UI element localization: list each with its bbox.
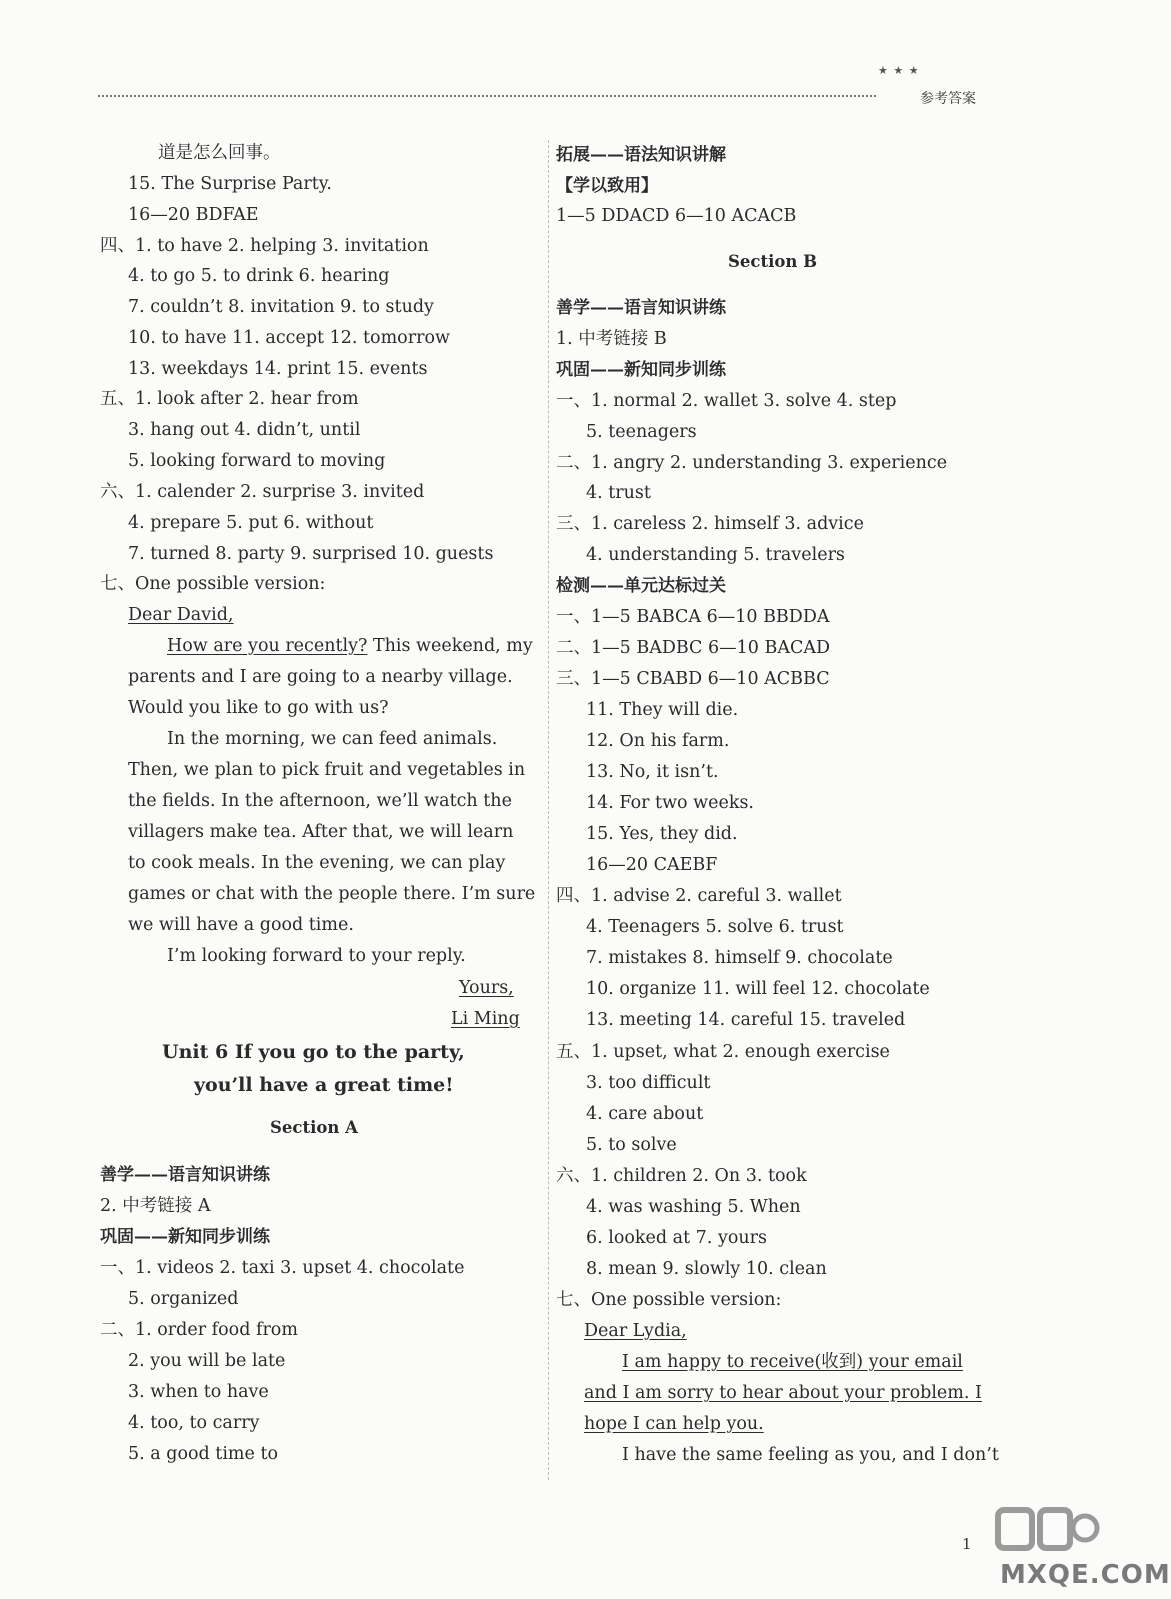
right-line: 七、One possible version: [556,1290,782,1310]
right-line: 4. understanding 5. travelers [586,545,845,565]
right-line: 3. too difficult [586,1073,711,1093]
right-line: 二、1. angry 2. understanding 3. experience [556,453,948,473]
right-line: 五、1. upset, what 2. enough exercise [556,1042,890,1062]
letter-line: to cook meals. In the evening, we can play [128,853,506,873]
left-line: 3. hang out 4. didn’t, until [128,420,361,440]
left-line: 2. 中考链接 A [100,1196,211,1216]
left-line: 六、1. calender 2. surprise 3. invited [100,482,425,502]
right-line: 1—5 DDACD 6—10 ACACB [556,206,797,226]
right-line: 一、1. normal 2. wallet 3. solve 4. step [556,391,897,411]
letter-line: hope I can help you. [584,1414,764,1434]
letter-line: we will have a good time. [128,915,354,935]
right-line: 16—20 CAEBF [586,855,718,875]
left-line: 4. to go 5. to drink 6. hearing [128,266,390,286]
left-line: 10. to have 11. accept 12. tomorrow [128,328,450,348]
letter-line: and I am sorry to hear about your problem. I [584,1383,982,1403]
letter-closing: Yours, [459,978,514,998]
left-line: 13. weekdays 14. print 15. events [128,359,428,379]
letter-line: games or chat with the people there. I’m sure [128,884,536,904]
right-line: 4. trust [586,483,651,503]
header-title: 参考答案 [920,91,976,107]
right-line: 11. They will die. [586,700,739,720]
left-line: 五、1. look after 2. hear from [100,389,359,409]
letter-line: I’m looking forward to your reply. [167,946,466,966]
right-line: 四、1. advise 2. careful 3. wallet [556,886,842,906]
subsection-heading: 善学——语言知识讲练 [100,1165,270,1185]
page-number: 1 [962,1535,972,1553]
subsection-heading: 巩固——新知同步训练 [556,360,726,380]
left-line: 3. when to have [128,1382,269,1402]
letter-first-line-rest: This weekend, my [367,636,533,656]
left-line: 四、1. to have 2. helping 3. invitation [100,236,429,256]
letter-greeting: Dear David, [128,605,234,625]
left-line: 5. organized [128,1289,239,1309]
right-line: 4. care about [586,1104,704,1124]
right-line: 4. was washing 5. When [586,1197,801,1217]
section-b-heading: Section B [728,252,818,271]
letter-line: villagers make tea. After that, we will learn [128,822,514,842]
right-line: 13. No, it isn’t. [586,762,719,782]
letter-first-line [167,634,533,658]
letter-signature: Li Ming [451,1009,520,1029]
left-line: 4. too, to carry [128,1413,260,1433]
right-line: 15. Yes, they did. [586,824,738,844]
right-line: 二、1—5 BADBC 6—10 BACAD [556,638,831,658]
column-divider [548,140,549,1480]
letter-line: I have the same feeling as you, and I don’t [622,1445,999,1465]
letter-line: Would you like to go with us? [128,698,389,718]
letter-line: In the morning, we can feed animals. [167,729,498,749]
left-line: 2. you will be late [128,1351,286,1371]
letter-line: the fields. In the afternoon, we’ll watch the [128,791,512,811]
left-line: 5. a good time to [128,1444,279,1464]
right-line: 三、1. careless 2. himself 3. advice [556,514,864,534]
right-line: 六、1. children 2. On 3. took [556,1166,807,1186]
right-line: 8. mean 9. slowly 10. clean [586,1259,827,1279]
subsection-heading: 善学——语言知识讲练 [556,298,726,318]
subsection-heading: 拓展——语法知识讲解 [556,145,726,165]
letter-opening-question: How are you recently? [167,636,368,656]
right-line: 5. to solve [586,1135,677,1155]
right-line: 10. organize 11. will feel 12. chocolate [586,979,930,999]
unit-title-line1: Unit 6 If you go to the party, [162,1041,465,1063]
right-line: 6. looked at 7. yours [586,1228,767,1248]
left-line: 4. prepare 5. put 6. without [128,513,374,533]
right-line: 三、1—5 CBABD 6—10 ACBBC [556,669,830,689]
left-line: 15. The Surprise Party. [128,174,332,194]
letter-greeting: Dear Lydia, [584,1321,687,1341]
letter-line: Then, we plan to pick fruit and vegetables in [128,760,526,780]
right-line: 14. For two weeks. [586,793,754,813]
subsection-heading: 【学以致用】 [556,176,658,196]
left-line: 二、1. order food from [100,1320,298,1340]
letter-line: I am happy to receive(收到) your email [622,1352,963,1372]
right-line: 1. 中考链接 B [556,329,667,349]
left-line: 一、1. videos 2. taxi 3. upset 4. chocolate [100,1258,465,1278]
left-line: 5. looking forward to moving [128,451,386,471]
left-line: 7. turned 8. party 9. surprised 10. guests [128,544,494,564]
left-line: 16—20 BDFAE [128,205,259,225]
right-line: 7. mistakes 8. himself 9. chocolate [586,948,893,968]
left-line: 道是怎么回事。 [158,143,281,163]
unit-title-line2: you’ll have a great time! [194,1074,454,1096]
letter-line: parents and I are going to a nearby village. [128,667,513,687]
right-line: 12. On his farm. [586,731,730,751]
watermark-text: MXQE.COM [1000,1560,1171,1590]
section-a-heading: Section A [270,1118,358,1137]
right-line: 13. meeting 14. careful 15. traveled [586,1010,906,1030]
header-stars-icon: ★ ★ ★ [878,64,920,77]
header-dotted-rule [98,95,876,97]
subsection-heading: 检测——单元达标过关 [556,576,726,596]
right-line: 4. Teenagers 5. solve 6. trust [586,917,844,937]
left-line: 7. couldn’t 8. invitation 9. to study [128,297,434,317]
right-line: 一、1—5 BABCA 6—10 BBDDA [556,607,830,627]
left-line: 七、One possible version: [100,574,326,594]
subsection-heading: 巩固——新知同步训练 [100,1227,270,1247]
right-line: 5. teenagers [586,422,697,442]
